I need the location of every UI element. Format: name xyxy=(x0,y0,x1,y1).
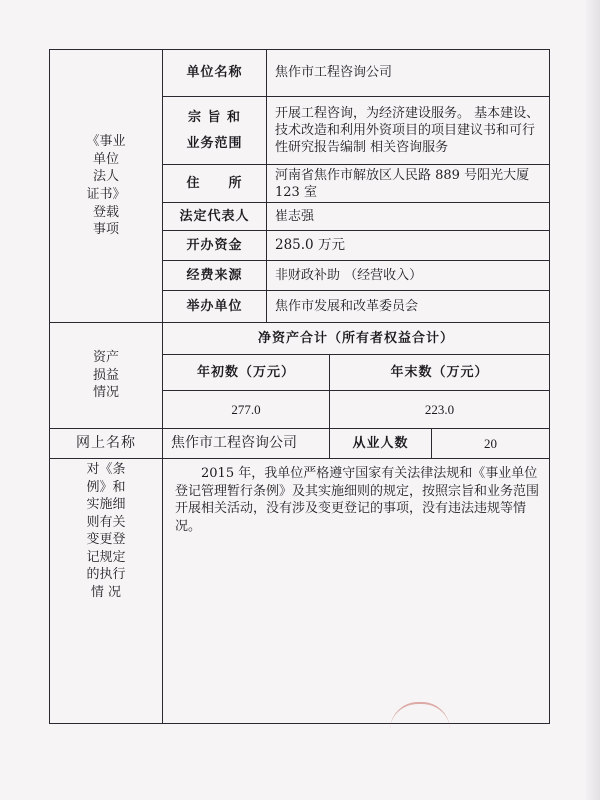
end-year-header: 年末数（万元） xyxy=(330,355,550,391)
unit-name-label: 单位名称 xyxy=(163,50,267,97)
end-year-value: 223.0 xyxy=(330,391,550,429)
staff-count-label: 从业人数 xyxy=(330,429,432,459)
address-value: 河南省焦作市解放区人民路 889 号阳光大厦 123 室 xyxy=(267,165,550,203)
capital-value: 285.0 万元 xyxy=(267,231,550,261)
begin-year-header: 年初数（万元） xyxy=(163,355,330,391)
regulation-text: 2015 年，我单位严格遵守国家有关法律法规和《事业单位登记管理暂行条例》及其实施细则的规定，按照宗旨和业务范围开展相关活动，没有涉及变更登记的事项，没有违法违规等情况。 xyxy=(163,459,550,724)
funding-value: 非财政补助 （经营收入） xyxy=(267,261,550,291)
online-name-label: 网上名称 xyxy=(50,429,163,459)
sponsor-label: 举办单位 xyxy=(163,291,267,323)
annual-report-form xyxy=(49,49,550,724)
address-label: 住 所 xyxy=(163,165,267,203)
staff-count-value: 20 xyxy=(432,429,550,459)
legal-rep-label: 法定代表人 xyxy=(163,203,267,231)
funding-label: 经费来源 xyxy=(163,261,267,291)
page-edge-shadow xyxy=(586,0,600,800)
purpose-label: 宗 旨 和 业务范围 xyxy=(163,97,267,165)
purpose-value: 开展工程咨询，为经济建设服务。 基本建设、技术改造和利用外资项目的项目建议书和可行性研究报告编制 相关咨询服务 xyxy=(267,97,550,165)
online-name-value: 焦作市工程咨询公司 xyxy=(163,429,330,459)
capital-label: 开办资金 xyxy=(163,231,267,261)
legal-rep-value: 崔志强 xyxy=(267,203,550,231)
sponsor-value: 焦作市发展和改革委员会 xyxy=(267,291,550,323)
unit-name-value: 焦作市工程咨询公司 xyxy=(267,50,550,97)
certificate-items-heading: 《事业 单位 法人 证书》 登载 事项 xyxy=(50,50,163,323)
begin-year-value: 277.0 xyxy=(163,391,330,429)
assets-heading: 资产 损益 情况 xyxy=(50,323,163,429)
net-assets-header: 净资产合计（所有者权益合计） xyxy=(163,323,550,355)
regulation-heading: 对《条 例》和 实施细 则有关 变更登 记规定 的执行 情 况 xyxy=(50,459,163,724)
